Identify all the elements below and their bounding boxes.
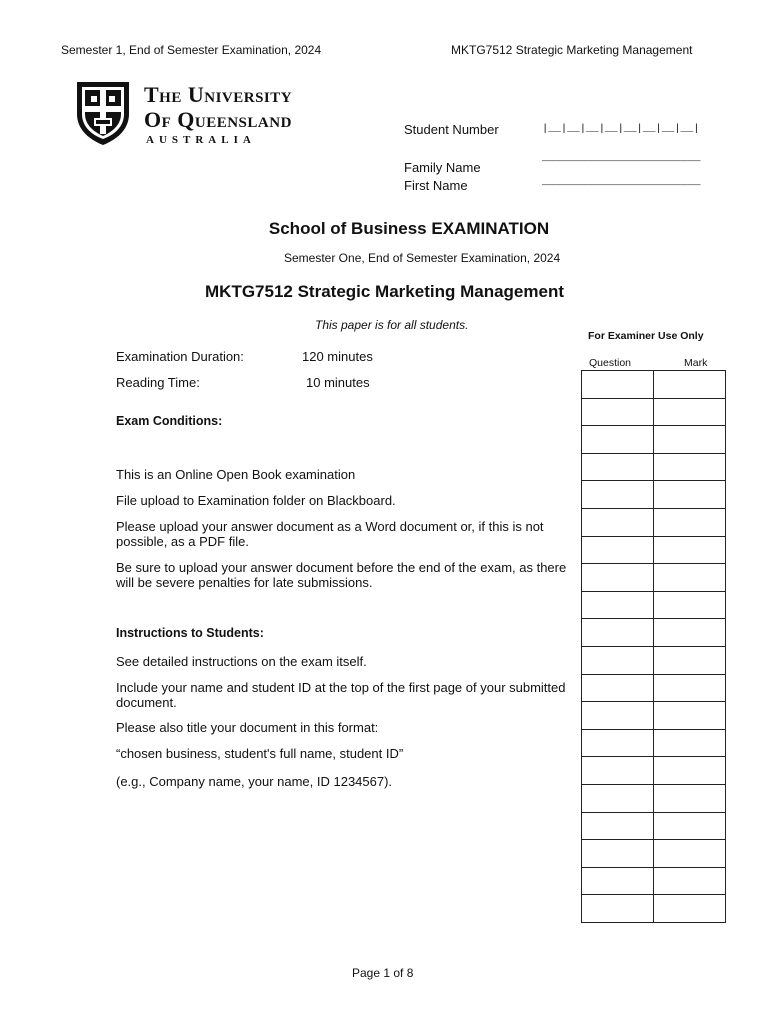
instruction-item: Include your name and student ID at the top of the first page of your submitted document. — [116, 680, 566, 710]
examiner-title: For Examiner Use Only — [588, 330, 704, 342]
marks-row — [582, 812, 726, 840]
mark-cell — [654, 426, 726, 454]
crest-icon — [74, 80, 132, 146]
reading-label: Reading Time: — [116, 375, 200, 390]
mark-cell — [654, 702, 726, 730]
marks-row — [582, 591, 726, 619]
exam-title: School of Business EXAMINATION — [268, 219, 550, 238]
mark-cell — [654, 674, 726, 702]
logo-line-1: The University — [144, 82, 293, 107]
marks-row — [582, 895, 726, 923]
header-left: Semester 1, End of Semester Examination, 2024 — [61, 43, 322, 57]
university-logo — [74, 80, 344, 150]
question-cell — [582, 426, 654, 454]
conditions-heading: Exam Conditions: — [116, 414, 223, 428]
mark-cell — [654, 619, 726, 647]
header-right: MKTG7512 Strategic Marketing Management — [451, 43, 693, 57]
instruction-item: Please also title your document in this format: — [116, 720, 379, 735]
question-cell — [582, 702, 654, 730]
student-number-boxes[interactable]: |__|__|__|__|__|__|__|__| — [542, 123, 700, 135]
logo-line-3: AUSTRALIA — [146, 134, 256, 146]
course-title: MKTG7512 Strategic Marketing Management — [205, 282, 564, 301]
marks-row — [582, 674, 726, 702]
mark-cell — [654, 481, 726, 509]
question-cell — [582, 371, 654, 399]
question-cell — [582, 867, 654, 895]
marks-row — [582, 840, 726, 868]
mark-cell — [654, 536, 726, 564]
logo-line-2: Of Queensland — [144, 107, 292, 132]
condition-item: Be sure to upload your answer document before the end of the exam, as there will be severe penalties for late submissions. — [116, 560, 567, 590]
reading-value: 10 minutes — [306, 375, 370, 390]
marks-row — [582, 453, 726, 481]
mark-cell — [654, 867, 726, 895]
instruction-item: (e.g., Company name, your name, ID 1234567). — [116, 774, 393, 789]
first-name-line[interactable]: ________________________ — [542, 176, 701, 188]
instructions-heading: Instructions to Students: — [116, 626, 264, 640]
marks-row — [582, 398, 726, 426]
mark-cell — [654, 895, 726, 923]
marks-row — [582, 564, 726, 592]
question-cell — [582, 674, 654, 702]
mark-cell — [654, 812, 726, 840]
marks-row — [582, 867, 726, 895]
question-cell — [582, 453, 654, 481]
question-cell — [582, 619, 654, 647]
marks-row — [582, 702, 726, 730]
question-cell — [582, 812, 654, 840]
question-cell — [582, 895, 654, 923]
mark-cell — [654, 564, 726, 592]
marks-row — [582, 536, 726, 564]
marks-row — [582, 371, 726, 399]
marks-row — [582, 426, 726, 454]
instruction-item: “chosen business, student's full name, student ID” — [116, 746, 404, 761]
mark-cell — [654, 371, 726, 399]
question-cell — [582, 536, 654, 564]
marks-row — [582, 619, 726, 647]
mark-cell — [654, 784, 726, 812]
family-name-line[interactable]: ________________________ — [542, 152, 701, 164]
paper-for-note: This paper is for all students. — [315, 318, 469, 332]
question-cell — [582, 729, 654, 757]
question-cell — [582, 784, 654, 812]
marks-row — [582, 481, 726, 509]
question-cell — [582, 564, 654, 592]
marks-row — [582, 729, 726, 757]
mark-cell — [654, 757, 726, 785]
mark-cell — [654, 840, 726, 868]
question-cell — [582, 481, 654, 509]
duration-value: 120 minutes — [302, 349, 373, 364]
mark-cell — [654, 729, 726, 757]
question-column-header: Question — [589, 357, 632, 369]
student-number-label: Student Number — [404, 122, 499, 137]
question-cell — [582, 840, 654, 868]
mark-cell — [654, 591, 726, 619]
mark-cell — [654, 646, 726, 674]
marks-row — [582, 757, 726, 785]
mark-cell — [654, 398, 726, 426]
instruction-item: See detailed instructions on the exam itself. — [116, 654, 367, 669]
marks-row — [582, 508, 726, 536]
duration-label: Examination Duration: — [116, 349, 244, 364]
mark-cell — [654, 453, 726, 481]
question-cell — [582, 646, 654, 674]
question-cell — [582, 757, 654, 785]
condition-item: File upload to Examination folder on Blackboard. — [116, 493, 396, 508]
first-name-label: First Name — [404, 178, 468, 193]
exam-subtitle: Semester One, End of Semester Examination, 2024 — [284, 251, 561, 265]
marks-row — [582, 784, 726, 812]
page-number: Page 1 of 8 — [352, 966, 414, 980]
question-cell — [582, 398, 654, 426]
condition-item: Please upload your answer document as a Word document or, if this is not possible, as a PDF file. — [116, 519, 544, 549]
question-cell — [582, 591, 654, 619]
family-name-label: Family Name — [404, 160, 481, 175]
marks-row — [582, 646, 726, 674]
question-cell — [582, 508, 654, 536]
examiner-marks-table — [581, 370, 726, 923]
mark-cell — [654, 508, 726, 536]
mark-column-header: Mark — [684, 357, 708, 369]
condition-item: This is an Online Open Book examination — [116, 467, 356, 482]
